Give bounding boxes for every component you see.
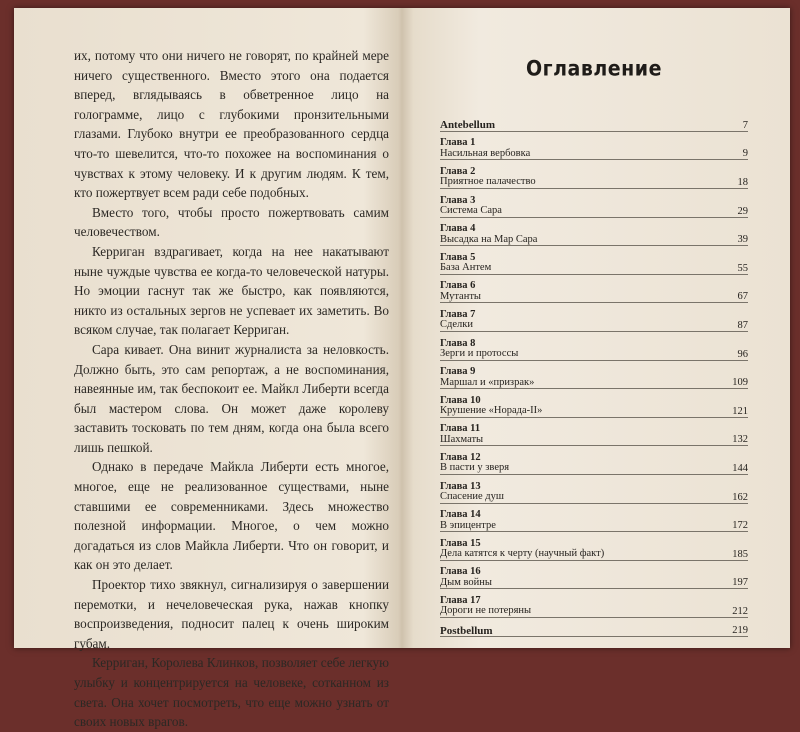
toc-entry: [440, 160, 748, 189]
toc-entry-text: [440, 303, 708, 332]
toc-entry-text: [440, 417, 708, 446]
toc-entry-text: [440, 446, 708, 475]
toc-entry-title: База Антем: [440, 262, 492, 274]
toc-entry-label: Глава 4: [440, 223, 476, 235]
toc-entry-page: 67: [737, 291, 748, 303]
toc-entry-label: Глава 7: [440, 308, 476, 320]
toc-entry-title: Маршал и «призрак»: [440, 376, 535, 388]
toc-entry-text: [440, 160, 708, 189]
toc-entry-title: Мутанты: [440, 290, 481, 302]
toc-entry: [440, 617, 748, 636]
toc-entry: [440, 532, 748, 561]
toc-entry: [440, 446, 748, 475]
left-page-paragraphs: [74, 46, 389, 732]
toc-entry-page: 212: [732, 605, 748, 617]
toc-entry-label: Глава 11: [440, 423, 481, 435]
toc-entry-title: Дороги не потеряны: [440, 605, 532, 617]
toc-entry: [440, 331, 748, 360]
body-paragraph: Однако в передаче Майкла Либерти есть многое, многое, еще не реализованное существами, ныне ставшими ее современниками. Здесь множество полезной информации. Многое, о чем можно догадаться из слов Майкла Либерти. Что он говорит, и как он это делает.: [74, 459, 389, 573]
toc-entry: [440, 112, 748, 131]
toc-table: [440, 112, 748, 637]
toc-entry-title: Дым войны: [440, 576, 492, 588]
toc-entry: [440, 131, 748, 160]
toc-entry-page: 197: [732, 577, 748, 589]
toc-entry-text: [440, 112, 708, 131]
toc-entry-label: Глава 6: [440, 280, 476, 292]
toc-entry-title: Высадка на Мар Сара: [440, 233, 538, 245]
toc-entry-label: Глава 12: [440, 451, 481, 463]
toc-entry-text: [440, 532, 708, 561]
toc-entry-title: Приятное палачество: [440, 176, 536, 188]
body-paragraph: Сара кивает. Она винит журналиста за неловкость. Должно быть, это сам репортаж, а не воспоминания, навеянные им, так беспокоит ее. Майкл Либерти всегда был мастером слова. Он может даже королеву заставить тосковать по тем дням, когда она была всего лишь пешкой.: [74, 341, 389, 455]
toc-entry-label: Глава 8: [440, 337, 476, 349]
toc-entry-label: Глава 16: [440, 566, 481, 578]
toc-entry-page: 55: [737, 262, 748, 274]
body-paragraph: Керриган, Королева Клинков, позволяет себе легкую улыбку и концентрируется на человеке, сотканном из света. Она хочет посмотреть, что еще можно узнать от своих новых врагов.: [74, 655, 389, 730]
toc-entry-text: [440, 474, 708, 503]
toc-entry-label: Глава 1: [440, 137, 476, 149]
toc-entry: [440, 474, 748, 503]
toc-entry-text: [440, 503, 708, 532]
body-paragraph: Проектор тихо звякнул, сигнализируя о завершении перемотки, и нечеловеческая рука, нажав кнопку воспроизведения, подносит палец к очень широким губам.: [74, 577, 389, 651]
toc-entry-label: Глава 13: [440, 480, 481, 492]
toc-entry-text: [440, 589, 708, 618]
left-page-text: [74, 46, 389, 732]
toc-entry-page: 39: [737, 234, 748, 246]
toc-entry-text: [440, 274, 708, 303]
toc-entry-page: 219: [732, 625, 748, 637]
toc-entry: [440, 217, 748, 246]
toc-entry-title: Шахматы: [440, 433, 484, 445]
toc-entry-label: Глава 14: [440, 509, 481, 521]
toc-entry-page: 109: [732, 377, 748, 389]
toc-entry-page: 7: [742, 119, 748, 131]
toc-entry-label: Antebellum: [440, 119, 495, 132]
toc-entry-page: 172: [732, 520, 748, 532]
toc-entry: [440, 246, 748, 275]
toc-entry-title: Система Сара: [440, 205, 502, 217]
toc-entry: [440, 303, 748, 332]
toc-entry-text: [440, 331, 708, 360]
toc-entry-label: Postbellum: [440, 624, 493, 637]
toc-entry-title: Насильная вербовка: [440, 147, 531, 159]
toc-entry-text: [440, 131, 708, 160]
toc-entry-label: Глава 15: [440, 537, 481, 549]
toc-entry-title: Дела катятся к черту (научный факт): [440, 548, 605, 560]
toc-entry-page: 96: [737, 348, 748, 360]
toc-entry-text: [440, 389, 708, 418]
toc-entry-page: 9: [742, 148, 748, 160]
toc-entry-label: Глава 5: [440, 251, 476, 263]
body-paragraph: Вместо того, чтобы просто пожертвовать самим человечеством.: [74, 204, 389, 240]
toc-entry-title: Зерги и протоссы: [440, 348, 519, 360]
book-spread: [14, 8, 790, 730]
toc-entry: [440, 274, 748, 303]
toc-entry-text: [440, 360, 708, 389]
toc-entry-text: [440, 217, 708, 246]
toc-entry-page: 144: [732, 462, 748, 474]
toc-entry-text: [440, 188, 708, 217]
toc-entry-page: 87: [737, 319, 748, 331]
toc-entry: [440, 188, 748, 217]
toc-entry-page: 29: [737, 205, 748, 217]
toc-entry-text: [440, 560, 708, 589]
toc-entry: [440, 589, 748, 618]
toc-entry-page: 185: [732, 548, 748, 560]
body-paragraph: их, потому что они ничего не говорят, по крайней мере ничего существенного. Вместо этого она подается вперед, вглядываясь в обветренное лицо на голограмме, лицо с глубокими пронзительными глазами. Глубоко внутри ее преобразованного сердца что-то шевелится, что-то похожее на воспоминания о чувствах к этому человеку. И к другим людям. К тем, кто пожертвует всем ради себе подобных.: [74, 48, 389, 201]
toc-entry-title: Спасение душ: [440, 491, 504, 503]
toc-entry: [440, 560, 748, 589]
toc-heading: Оглавление: [526, 56, 662, 82]
toc-entry-page: 121: [732, 405, 748, 417]
toc-entry-title: Крушение «Норада-II»: [440, 405, 543, 417]
toc-entry-label: Глава 3: [440, 194, 476, 206]
toc-entry-label: Глава 9: [440, 366, 476, 378]
toc-entry: [440, 360, 748, 389]
toc-entry-title: В пасти у зверя: [440, 462, 510, 474]
toc-entry-page: 162: [732, 491, 748, 503]
toc-entry-label: Глава 2: [440, 165, 476, 177]
body-paragraph: Керриган вздрагивает, когда на нее накатывают ныне чуждые чувства ее когда-то человеческой натуры. Но эмоции гаснут так же быстро, как появляются, никто из остальных зергов не успевает их заметить. Во всяком случае, так полагает Керриган.: [74, 243, 389, 338]
toc-entry: [440, 417, 748, 446]
table-of-contents: [440, 58, 748, 637]
toc-entry-text: [440, 246, 708, 275]
toc-entry: [440, 389, 748, 418]
toc-entry: [440, 503, 748, 532]
toc-entry-label: Глава 17: [440, 594, 481, 606]
toc-entry-text: [440, 617, 708, 636]
toc-entry-title: Сделки: [440, 319, 473, 331]
toc-entry-title: В эпицентре: [440, 519, 496, 531]
toc-entry-page: 18: [737, 176, 748, 188]
toc-entry-label: Глава 10: [440, 394, 481, 406]
toc-entry-page: 132: [732, 434, 748, 446]
